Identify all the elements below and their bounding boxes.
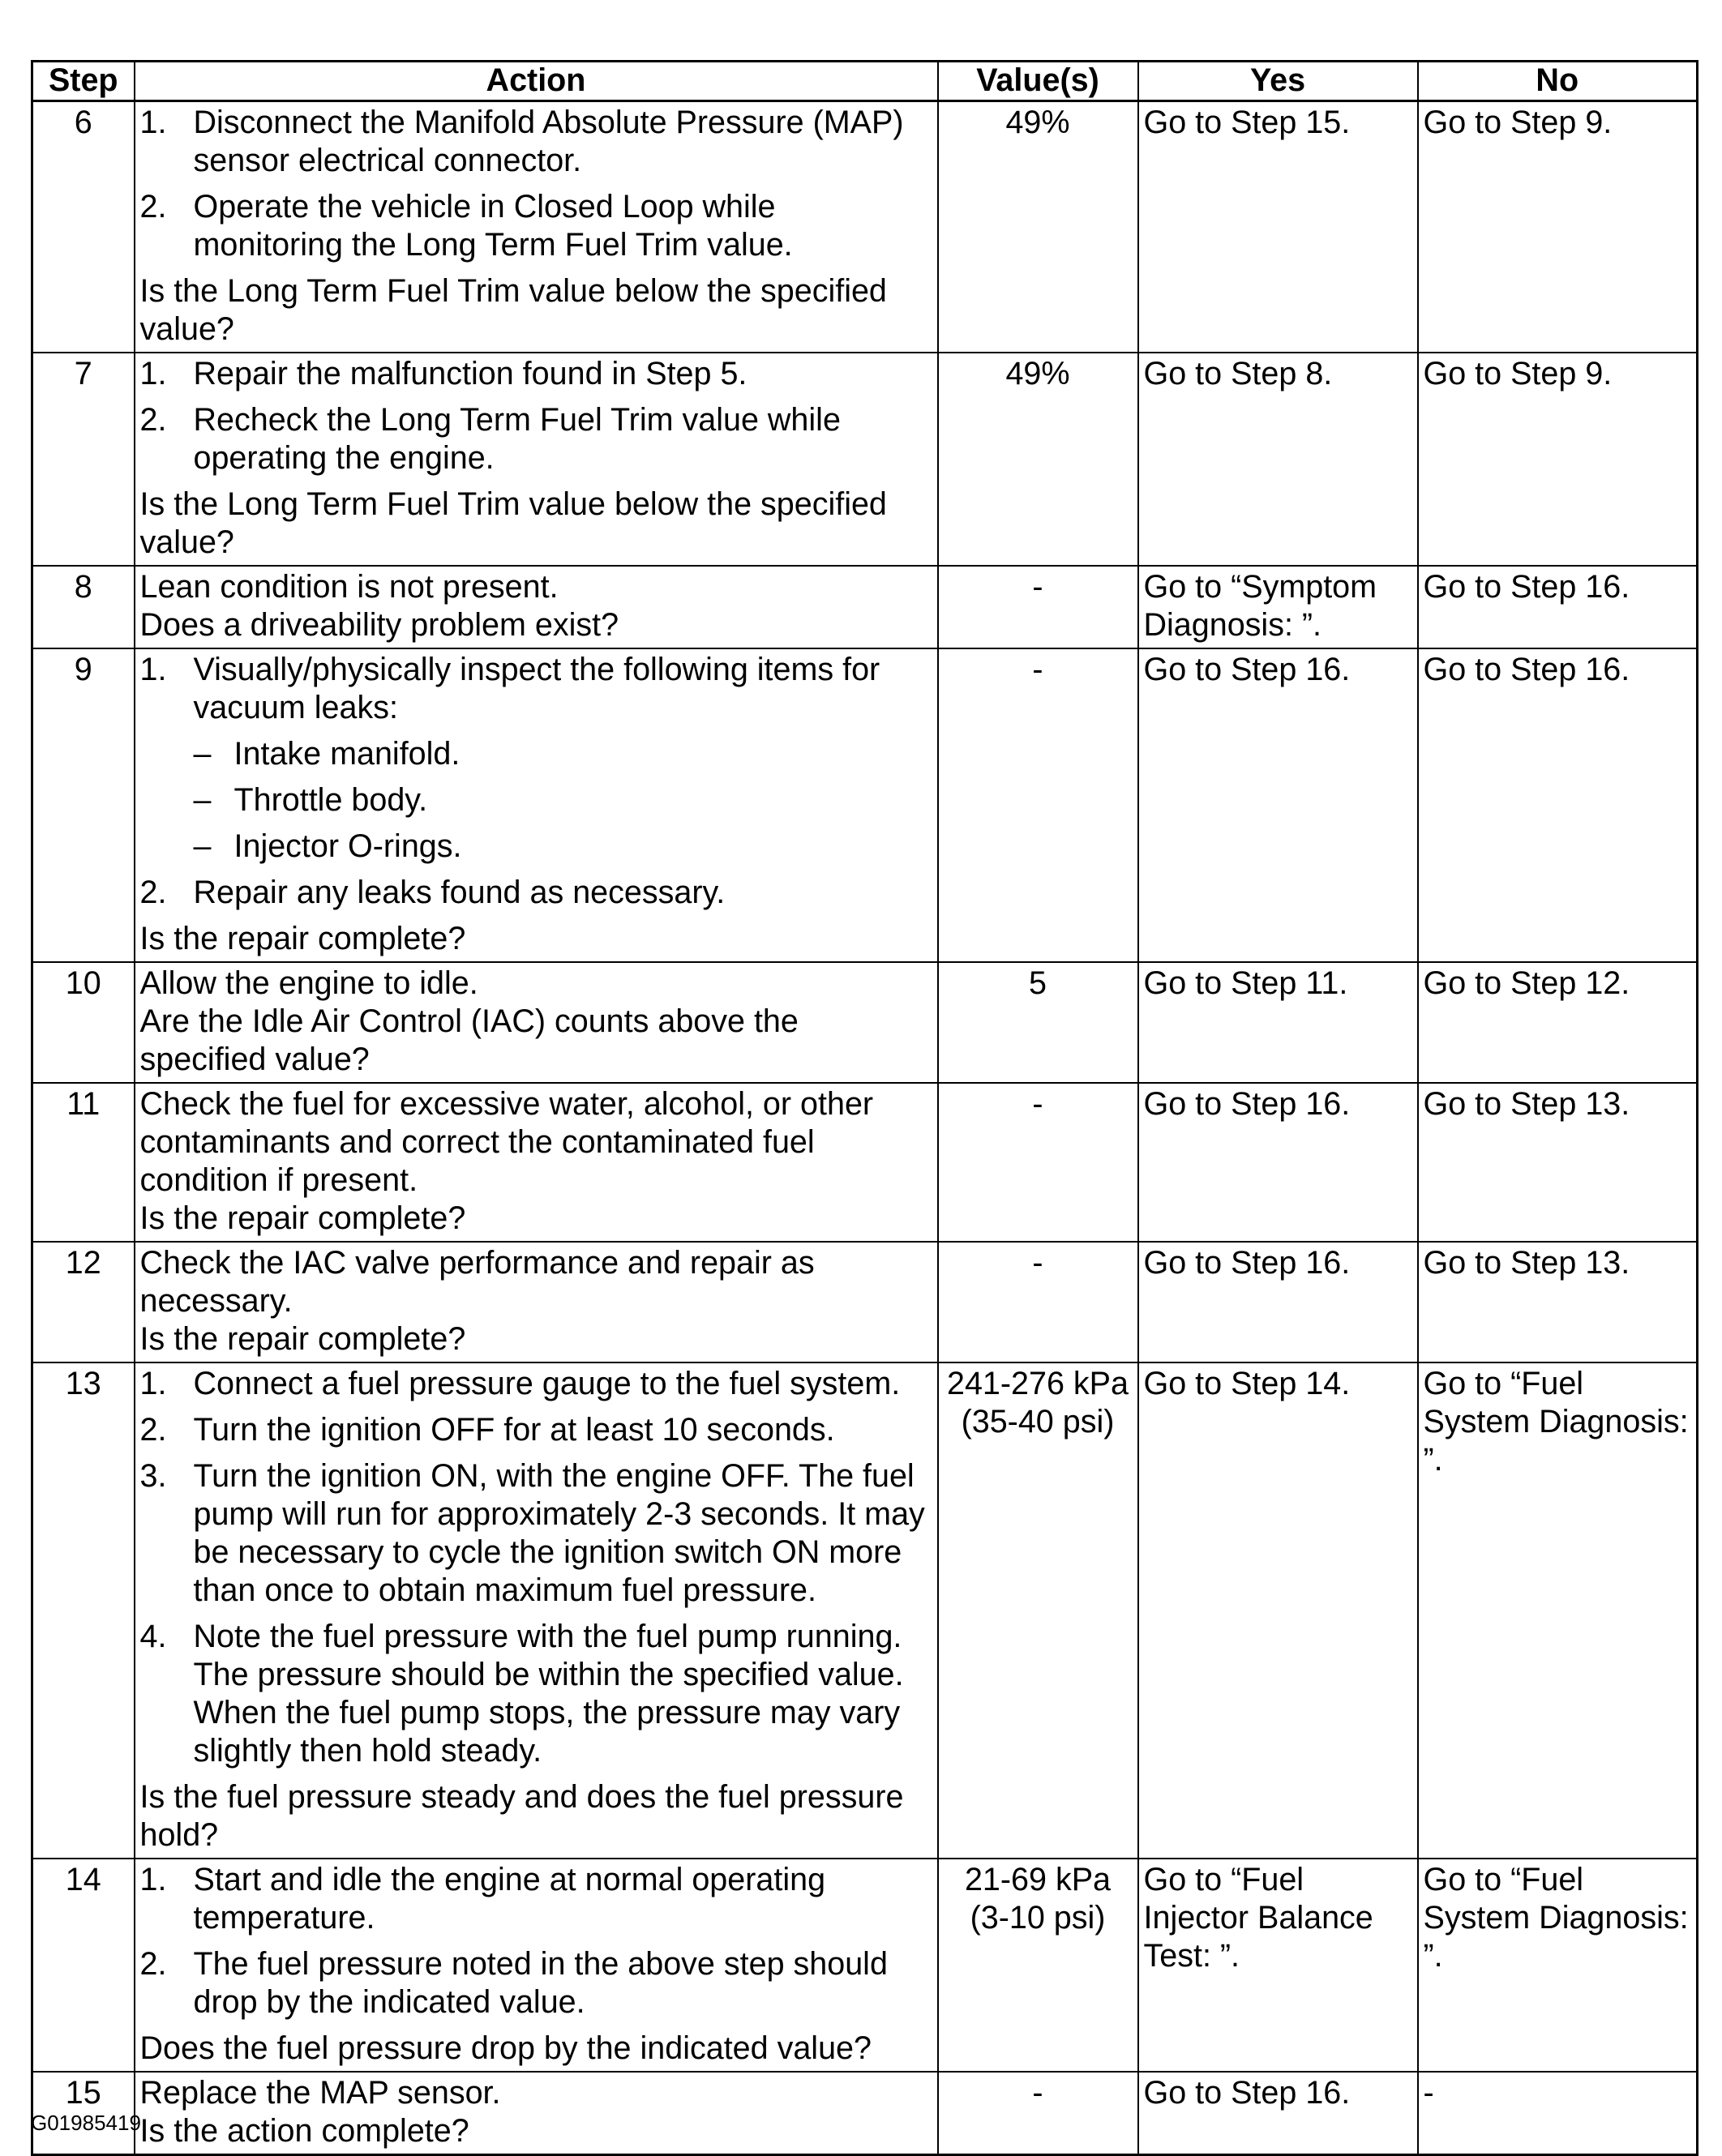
yes-cell: Go to Step 16. [1138, 1242, 1418, 1362]
step-text: Disconnect the Manifold Absolute Pressure (MAP) sensor electrical connector. [193, 105, 904, 178]
no-cell: Go to Step 9. [1418, 101, 1698, 353]
value-line: - [1032, 2075, 1043, 2111]
value-line: 21-69 kPa [964, 1862, 1112, 1897]
action-question: Check the IAC valve performance and repair as necessary. [139, 1245, 815, 1319]
action-question: Does a driveability problem exist? [139, 607, 619, 643]
step-number: 10 [32, 962, 135, 1083]
value-cell [938, 648, 1138, 962]
header-action: Action [135, 62, 938, 101]
yes-cell: Go to Step 11. [1138, 962, 1418, 1083]
no-cell: Go to Step 12. [1418, 962, 1698, 1083]
step-number: 8 [32, 566, 135, 648]
step-text: Visually/physically inspect the following items for vacuum leaks: [193, 652, 880, 725]
step-marker: 1. [139, 105, 167, 140]
value-line: 241-276 kPa [946, 1366, 1129, 1401]
step-text: Connect a fuel pressure gauge to the fuel system. [193, 1366, 901, 1401]
action-steps [140, 355, 932, 477]
step-marker: 2. [139, 189, 167, 225]
action-step [140, 355, 932, 393]
step-text: Recheck the Long Term Fuel Trim value while operating the engine. [193, 402, 841, 476]
sub-item-text: Intake manifold. [233, 736, 460, 772]
action-step [140, 874, 932, 912]
no-cell: Go to Step 13. [1418, 1242, 1698, 1362]
header-no: No [1418, 62, 1698, 101]
step-marker: 1. [139, 1366, 167, 1401]
step-text: Note the fuel pressure with the fuel pump running. The pressure should be within the specified value. When the fuel pump stops, the pressure may vary slightly then hold steady. [193, 1619, 904, 1769]
action-step [140, 651, 932, 866]
sub-item [194, 735, 932, 773]
step-number: 9 [32, 648, 135, 962]
action-question: Replace the MAP sensor. [139, 2075, 501, 2111]
yes-cell: Go to Step 8. [1138, 353, 1418, 566]
step-marker: 2. [139, 402, 167, 438]
action-steps [140, 1365, 932, 1770]
value-line: - [1032, 652, 1043, 687]
action-step [140, 1365, 932, 1403]
step-marker: 2. [139, 1946, 167, 1982]
step-text: Turn the ignition ON, with the engine OFF. The fuel pump will run for approximately 2-3 seconds. It may be necessary to cycle the ignition switch ON more than once to obtain maximum fuel pressure. [193, 1458, 925, 1608]
value-cell [938, 566, 1138, 648]
value-cell [938, 1859, 1138, 2072]
yes-cell: Go to Step 15. [1138, 101, 1418, 353]
sub-item [194, 828, 932, 866]
step-marker: 2. [139, 875, 167, 910]
step-marker: 1. [139, 356, 167, 391]
header-values: Value(s) [938, 62, 1138, 101]
action-cell [135, 1083, 938, 1242]
yes-cell: Go to Step 16. [1138, 2072, 1418, 2155]
no-cell: - [1418, 2072, 1698, 2155]
table-row [32, 2072, 1698, 2155]
table-row [32, 353, 1698, 566]
table-row [32, 1242, 1698, 1362]
step-marker: 4. [139, 1619, 167, 1654]
value-cell [938, 962, 1138, 1083]
step-text: The fuel pressure noted in the above step should drop by the indicated value. [193, 1946, 888, 2020]
value-cell [938, 1362, 1138, 1859]
action-question: Check the fuel for excessive water, alcohol, or other contaminants and correct the contaminated fuel condition if present. [139, 1086, 874, 1198]
action-cell [135, 353, 938, 566]
sub-item [194, 781, 932, 819]
action-step [140, 1945, 932, 2021]
value-cell [938, 1083, 1138, 1242]
diagnostic-table [31, 60, 1698, 2156]
no-cell: Go to “Fuel System Diagnosis: ”. [1418, 1859, 1698, 2072]
table-row [32, 962, 1698, 1083]
action-step [140, 1618, 932, 1770]
table-row [32, 648, 1698, 962]
step-text: Start and idle the engine at normal operating temperature. [193, 1862, 826, 1936]
action-cell [135, 648, 938, 962]
value-cell [938, 2072, 1138, 2155]
table-row [32, 101, 1698, 353]
step-number: 11 [32, 1083, 135, 1242]
value-line: 49% [1005, 356, 1070, 391]
step-number: 14 [32, 1859, 135, 2072]
table-row [32, 1859, 1698, 2072]
value-line: (3-10 psi) [970, 1900, 1106, 1936]
value-line: - [1032, 1086, 1043, 1122]
table-row [32, 1362, 1698, 1859]
action-cell [135, 101, 938, 353]
action-question: Are the Idle Air Control (IAC) counts above the specified value? [139, 1003, 799, 1077]
yes-cell: Go to “Fuel Injector Balance Test: ”. [1138, 1859, 1418, 2072]
action-cell [135, 962, 938, 1083]
dash-bullet: – [193, 782, 212, 818]
step-marker: 3. [139, 1458, 167, 1494]
no-cell: Go to Step 9. [1418, 353, 1698, 566]
value-line: 5 [1029, 965, 1047, 1001]
action-cell [135, 1859, 938, 2072]
action-question: Is the fuel pressure steady and does the fuel pressure hold? [139, 1779, 904, 1853]
header-yes: Yes [1138, 62, 1418, 101]
action-steps [140, 651, 932, 912]
value-cell [938, 101, 1138, 353]
action-question: Is the Long Term Fuel Trim value below the specified value? [139, 486, 887, 560]
step-number: 7 [32, 353, 135, 566]
action-question: Lean condition is not present. [139, 569, 559, 605]
yes-cell: Go to “Symptom Diagnosis: ”. [1138, 566, 1418, 648]
value-line: (35-40 psi) [961, 1404, 1115, 1439]
action-step [140, 1457, 932, 1610]
value-line: - [1032, 1245, 1043, 1281]
table-row [32, 1083, 1698, 1242]
value-cell [938, 353, 1138, 566]
action-step [140, 401, 932, 477]
dash-bullet: – [193, 736, 212, 772]
action-question: Is the action complete? [139, 2113, 469, 2149]
action-step [140, 104, 932, 180]
action-cell [135, 1242, 938, 1362]
table-row [32, 566, 1698, 648]
no-cell: Go to Step 16. [1418, 566, 1698, 648]
yes-cell: Go to Step 14. [1138, 1362, 1418, 1859]
no-cell: Go to Step 13. [1418, 1083, 1698, 1242]
action-step [140, 1861, 932, 1937]
sub-items [194, 735, 932, 866]
step-text: Repair the malfunction found in Step 5. [193, 356, 747, 391]
value-line: 49% [1005, 105, 1070, 140]
header-step: Step [32, 62, 135, 101]
step-marker: 2. [139, 1412, 167, 1448]
yes-cell: Go to Step 16. [1138, 648, 1418, 962]
step-number: 13 [32, 1362, 135, 1859]
action-steps [140, 104, 932, 264]
value-line: - [1032, 569, 1043, 605]
action-question: Does the fuel pressure drop by the indicated value? [139, 2030, 872, 2066]
step-marker: 1. [139, 1862, 167, 1897]
action-question: Is the repair complete? [139, 1200, 466, 1236]
action-question: Is the repair complete? [139, 1321, 466, 1357]
header-row [32, 62, 1698, 101]
table-body [32, 101, 1698, 2155]
action-cell [135, 566, 938, 648]
step-number: 6 [32, 101, 135, 353]
figure-id: G01985419 [31, 2111, 141, 2135]
yes-cell: Go to Step 16. [1138, 1083, 1418, 1242]
step-marker: 1. [139, 652, 167, 687]
action-step [140, 188, 932, 264]
step-text: Repair any leaks found as necessary. [193, 875, 726, 910]
sub-item-text: Throttle body. [233, 782, 428, 818]
action-question: Is the repair complete? [139, 921, 466, 956]
action-cell [135, 1362, 938, 1859]
action-step [140, 1411, 932, 1449]
action-steps [140, 1861, 932, 2021]
step-text: Operate the vehicle in Closed Loop while monitoring the Long Term Fuel Trim value. [193, 189, 793, 263]
no-cell: Go to Step 16. [1418, 648, 1698, 962]
value-cell [938, 1242, 1138, 1362]
step-text: Turn the ignition OFF for at least 10 seconds. [193, 1412, 835, 1448]
step-number: 12 [32, 1242, 135, 1362]
dash-bullet: – [193, 828, 212, 864]
action-question: Is the Long Term Fuel Trim value below the specified value? [139, 273, 887, 347]
sub-item-text: Injector O-rings. [233, 828, 462, 864]
no-cell: Go to “Fuel System Diagnosis: ”. [1418, 1362, 1698, 1859]
action-cell [135, 2072, 938, 2155]
action-question: Allow the engine to idle. [139, 965, 478, 1001]
step-number: 15 [32, 2072, 135, 2155]
